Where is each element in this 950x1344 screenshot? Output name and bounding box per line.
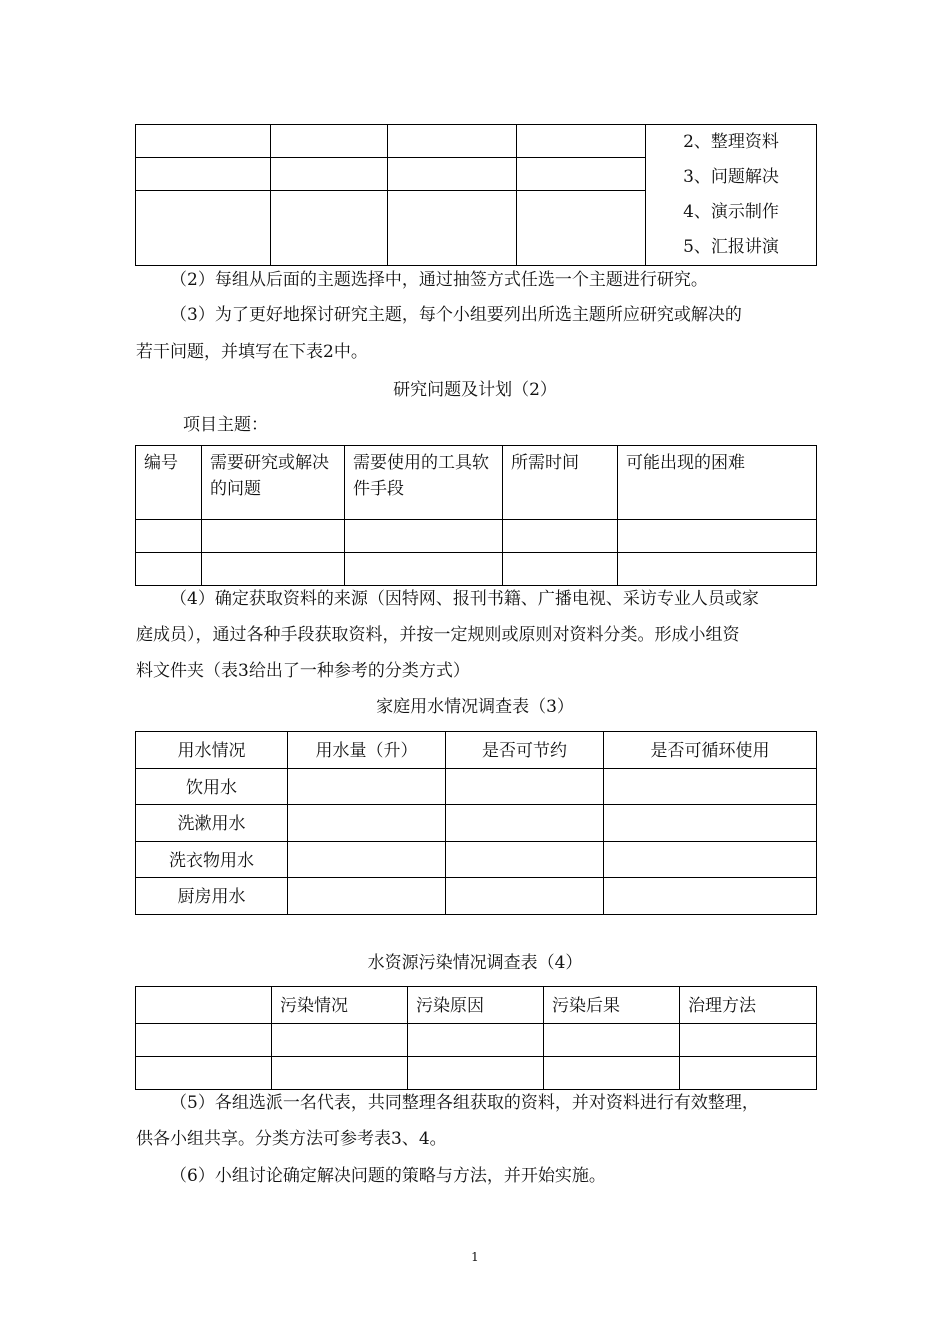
project-topic-label: 项目主题：: [183, 415, 268, 435]
header-treatment: 治理方法: [680, 987, 817, 1024]
step-item: 4、演示制作: [683, 202, 779, 222]
row-label: 饮用水: [136, 769, 288, 805]
table-cell: [288, 805, 446, 842]
table-cell: [680, 1024, 817, 1057]
paragraph-4-line-1: （4）确定获取资料的来源（因特网、报刊书籍、广播电视、采访专业人员或家: [170, 589, 759, 609]
table-cell: [517, 158, 646, 191]
table-cell: [446, 769, 604, 805]
header-saveable: 是否可节约: [446, 732, 604, 769]
table-3-caption: 家庭用水情况调查表（3）: [376, 697, 574, 717]
row-label: 厨房用水: [136, 878, 288, 915]
table-cell: [288, 842, 446, 878]
table-4-caption: 水资源污染情况调查表（4）: [367, 953, 583, 973]
table-cell: [544, 1024, 680, 1057]
table-cell: [271, 158, 388, 191]
header-time: 所需时间: [503, 446, 618, 520]
row-label: 洗衣物用水: [136, 842, 288, 878]
table-cell: [446, 842, 604, 878]
table-cell: [388, 191, 517, 266]
header-blank: [136, 987, 272, 1024]
table-cell: [604, 805, 817, 842]
paragraph-5-line-2: 供各小组共享。分类方法可参考表3、4。: [136, 1129, 447, 1149]
header-number: 编号: [136, 446, 202, 520]
step-item: 3、问题解决: [683, 167, 779, 187]
table-1: [135, 124, 817, 266]
table-cell: [408, 1024, 544, 1057]
table-4: [135, 986, 817, 1090]
paragraph-2: （2）每组从后面的主题选择中，通过抽签方式任选一个主题进行研究。: [170, 270, 708, 290]
table-cell: [446, 878, 604, 915]
table-cell: [388, 158, 517, 191]
step-item: 2、整理资料: [683, 132, 779, 152]
paragraph-3-line-2: 若干问题，并填写在下表2中。: [136, 342, 368, 362]
paragraph-4-line-2: 庭成员），通过各种手段获取资料，并按一定规则或原则对资料分类。形成小组资: [136, 625, 740, 645]
header-pollution-status: 污染情况: [272, 987, 408, 1024]
step-item: 5、汇报讲演: [683, 237, 779, 257]
paragraph-3-line-1: （3）为了更好地探讨研究主题，每个小组要列出所选主题所应研究或解决的: [170, 305, 742, 325]
table-cell: [446, 805, 604, 842]
table-cell: [136, 158, 271, 191]
table-cell: [604, 769, 817, 805]
table-cell: [271, 125, 388, 158]
table-2-caption: 研究问题及计划（2）: [393, 380, 557, 400]
table-cell: [288, 878, 446, 915]
header-pollution-cause: 污染原因: [408, 987, 544, 1024]
header-difficulties: 可能出现的困难: [618, 446, 817, 520]
table-cell: [272, 1024, 408, 1057]
table-2: [135, 445, 817, 586]
steps-cell: [646, 125, 817, 266]
header-water-use: 用水情况: [136, 732, 288, 769]
table-cell: [345, 520, 503, 553]
header-recyclable: 是否可循环使用: [604, 732, 817, 769]
paragraph-4-line-3: 料文件夹（表3给出了一种参考的分类方式）: [136, 661, 470, 681]
paragraph-6: （6）小组讨论确定解决问题的策略与方法，并开始实施。: [170, 1166, 606, 1186]
table-cell: [136, 1024, 272, 1057]
header-amount: 用水量（升）: [288, 732, 446, 769]
paragraph-5-line-1: （5）各组选派一名代表，共同整理各组获取的资料，并对资料进行有效整理，: [170, 1093, 759, 1113]
header-pollution-effect: 污染后果: [544, 987, 680, 1024]
table-cell: [517, 191, 646, 266]
table-cell: [503, 520, 618, 553]
table-cell: [388, 125, 517, 158]
header-tools: 需要使用的工具软件手段: [345, 446, 503, 520]
table-cell: [271, 191, 388, 266]
table-cell: [136, 191, 271, 266]
row-label: 洗漱用水: [136, 805, 288, 842]
table-cell: [618, 520, 817, 553]
table-cell: [604, 878, 817, 915]
table-cell: [202, 520, 345, 553]
table-cell: [517, 125, 646, 158]
table-3: [135, 731, 817, 915]
table-cell: [604, 842, 817, 878]
table-cell: [288, 769, 446, 805]
table-cell: [136, 125, 271, 158]
page-number: 1: [471, 1250, 479, 1264]
table-cell: [136, 520, 202, 553]
header-problems: 需要研究或解决的问题: [202, 446, 345, 520]
